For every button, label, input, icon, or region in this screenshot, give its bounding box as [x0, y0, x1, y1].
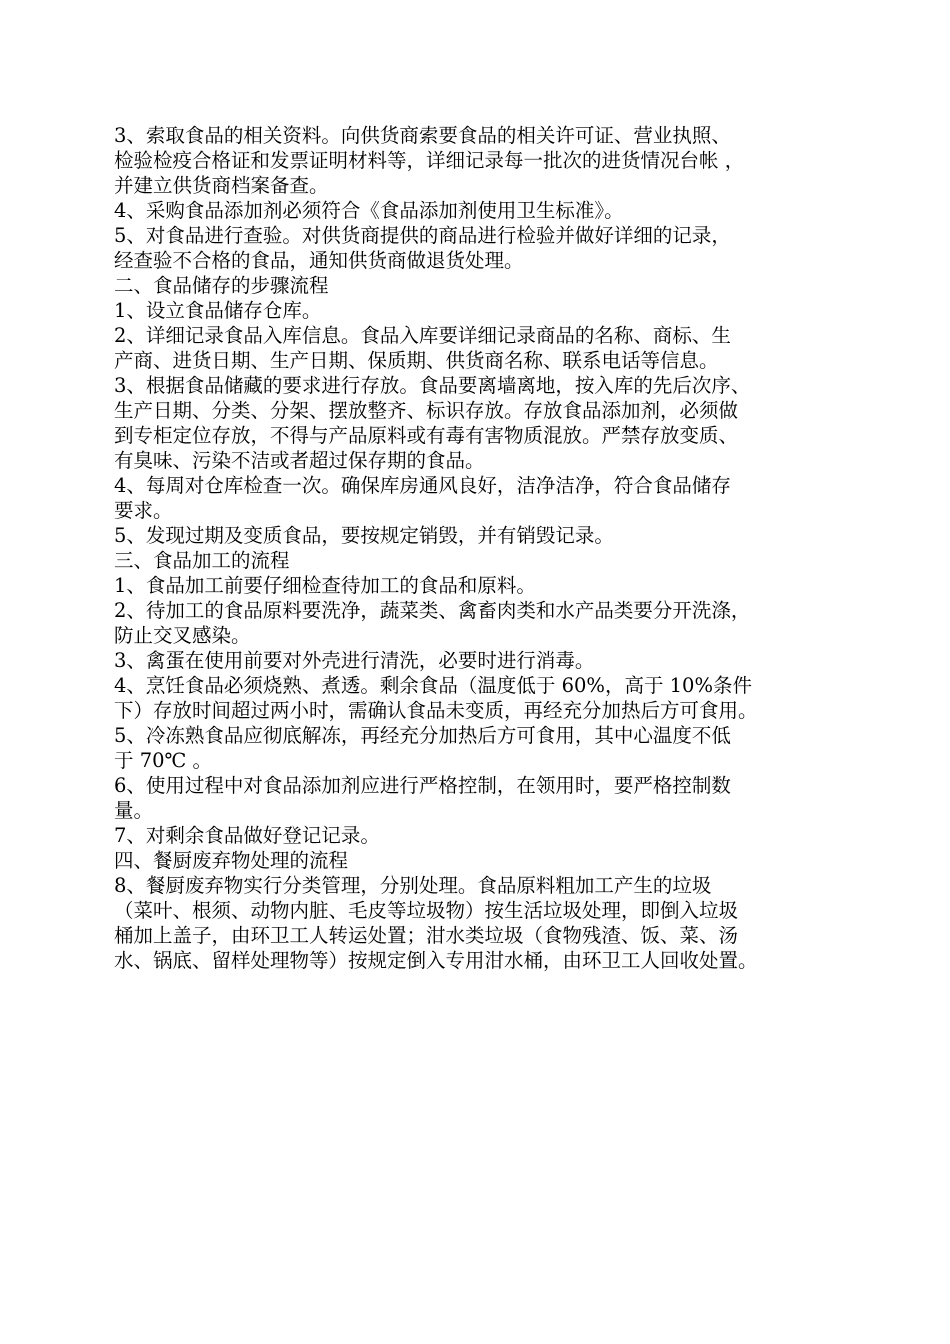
text-line: 产商、进货日期、生产日期、保质期、供货商名称、联系电话等信息。 — [114, 349, 719, 372]
section-heading: 三、食品加工的流程 — [114, 549, 290, 572]
text-line: 4、采购食品添加剂必须符合《食品添加剂使用卫生标准》。 — [114, 199, 624, 222]
section-heading: 四、餐厨废弃物处理的流程 — [114, 849, 349, 872]
text-line: 8、餐厨废弃物实行分类管理，分别处理。食品原料粗加工产生的垃圾 — [114, 874, 712, 897]
text-line: 并建立供货商档案备查。 — [114, 174, 329, 197]
text-line: 6、使用过程中对食品添加剂应进行严格控制，在领用时，要严格控制数 — [114, 774, 731, 797]
text-line: 4、每周对仓库检查一次。确保库房通风良好，洁净洁净，符合食品储存 — [114, 474, 731, 497]
text-line: 桶加上盖子，由环卫工人转运处置；泔水类垃圾（食物残渣、饭、菜、汤 — [114, 924, 739, 947]
text-line: 于 70℃ 。 — [114, 749, 213, 772]
text-line: 有臭味、污染不洁或者超过保存期的食品。 — [114, 449, 485, 472]
text-line: 水、锅底、留样处理物等）按规定倒入专用泔水桶，由环卫工人回收处置。 — [114, 949, 758, 972]
text-line: 检验检疫合格证和发票证明材料等，详细记录每一批次的进货情况台帐 ， — [114, 149, 745, 172]
text-line: 3、禽蛋在使用前要对外壳进行清洗，必要时进行消毒。 — [114, 649, 595, 672]
text-line: 生产日期、分类、分架、摆放整齐、标识存放。存放食品添加剂，必须做 — [114, 399, 739, 422]
text-line: 要求。 — [114, 499, 173, 522]
text-line: 5、发现过期及变质食品，要按规定销毁，并有销毁记录。 — [114, 524, 614, 547]
text-line: 1、食品加工前要仔细检查待加工的食品和原料。 — [114, 574, 536, 597]
text-line: 防止交叉感染。 — [114, 624, 251, 647]
text-line: 4、烹饪食品必须烧熟、煮透。剩余食品（温度低于 60%，高于 10%条件 — [114, 674, 752, 697]
text-line: 2、详细记录食品入库信息。食品入库要详细记录商品的名称、商标、生 — [114, 324, 731, 347]
text-line: 3、根据食品储藏的要求进行存放。食品要离墙离地，按入库的先后次序、 — [114, 374, 751, 397]
text-line: 经查验不合格的食品，通知供货商做退货处理。 — [114, 249, 524, 272]
text-line: 3、索取食品的相关资料。向供货商索要食品的相关许可证、营业执照、 — [114, 124, 731, 147]
text-line: 到专柜定位存放，不得与产品原料或有毒有害物质混放。严禁存放变质、 — [114, 424, 739, 447]
text-line: 2、待加工的食品原料要洗净，蔬菜类、禽畜肉类和水产品类要分开洗涤， — [114, 599, 751, 622]
text-line: （菜叶、根须、动物内脏、毛皮等垃圾物）按生活垃圾处理，即倒入垃圾 — [114, 899, 739, 922]
section-heading: 二、食品储存的步骤流程 — [114, 274, 329, 297]
document-body — [114, 123, 854, 973]
text-line: 5、冷冻熟食品应彻底解冻，再经充分加热后方可食用，其中心温度不低 — [114, 724, 731, 747]
text-line: 下）存放时间超过两小时，需确认食品未变质，再经充分加热后方可食用。 — [114, 699, 758, 722]
text-line: 7、对剩余食品做好登记记录。 — [114, 824, 380, 847]
text-line: 5、对食品进行查验。对供货商提供的商品进行检验并做好详细的记录， — [114, 224, 731, 247]
text-line: 1、设立食品储存仓库。 — [114, 299, 322, 322]
text-line: 量。 — [114, 799, 154, 822]
